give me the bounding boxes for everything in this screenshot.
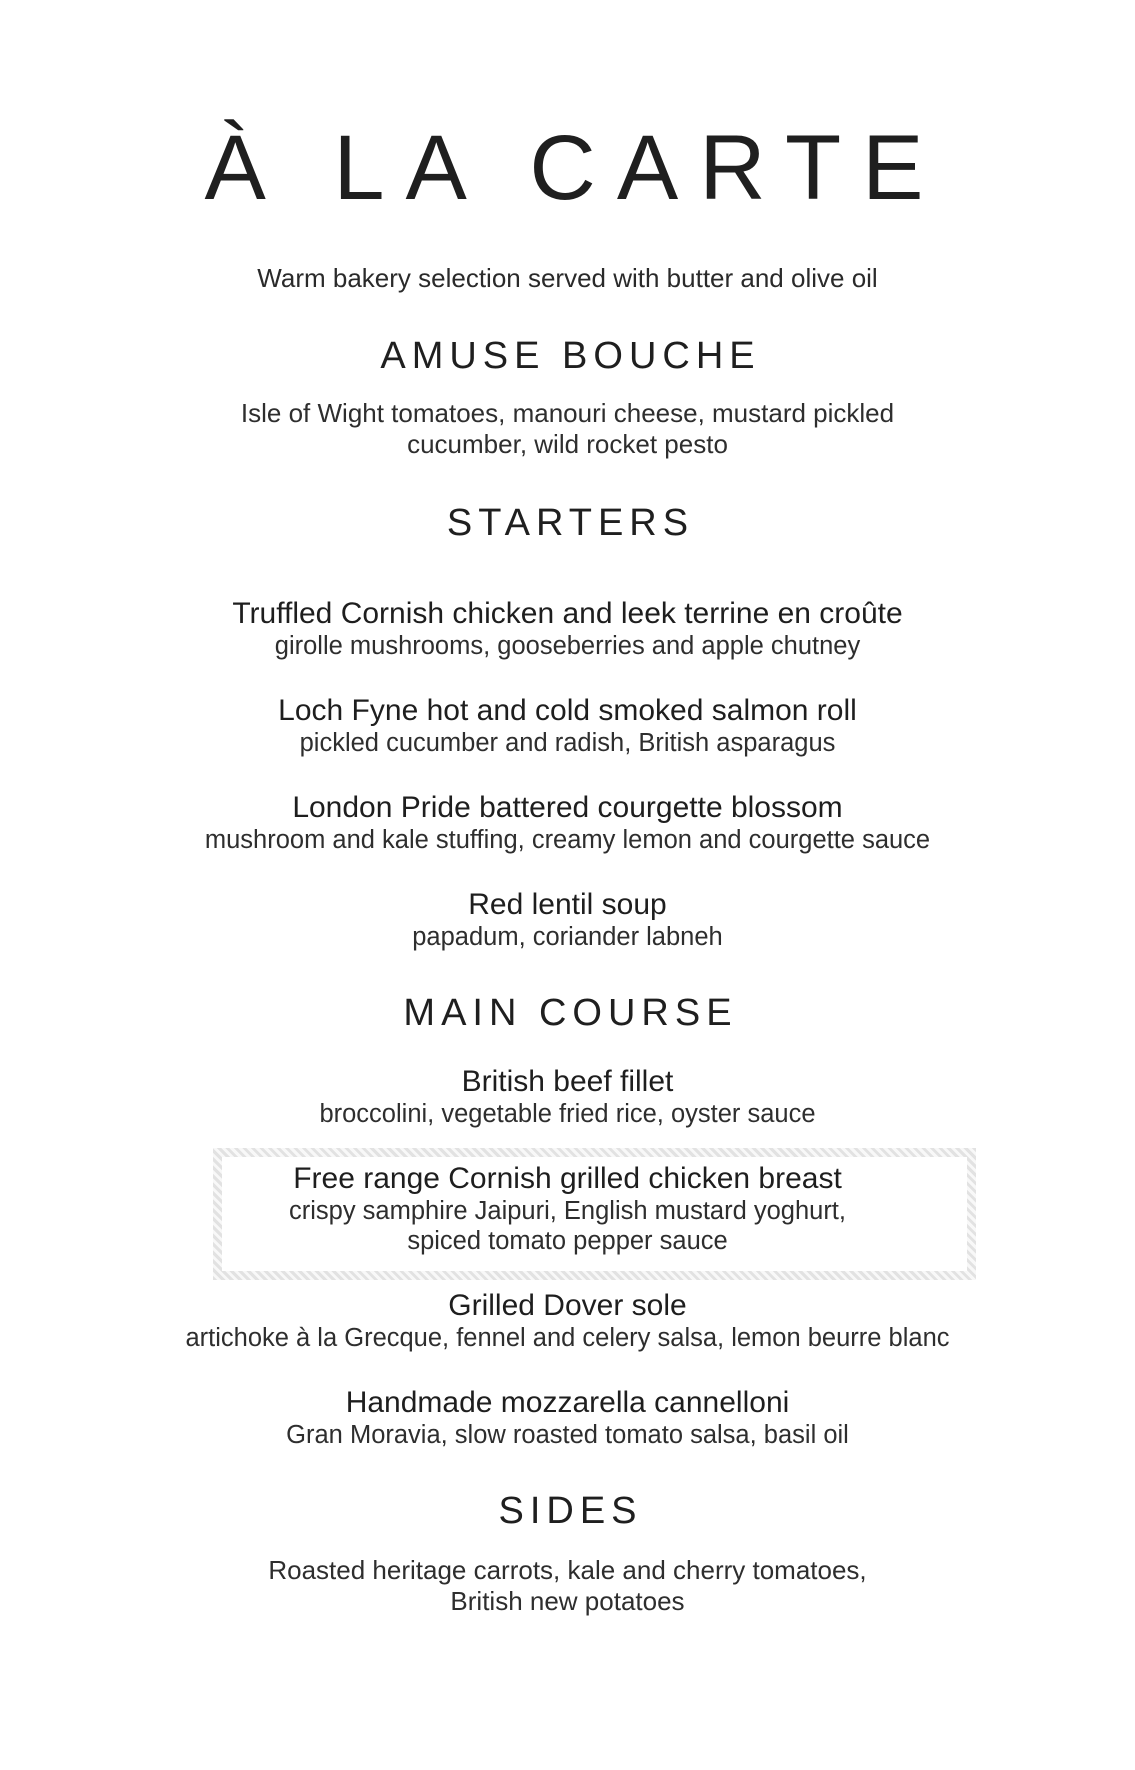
main-course-item-highlighted	[0, 1162, 1135, 1256]
sides-description	[0, 1555, 1135, 1617]
dish-description: mushroom and kale stuffing, creamy lemon and courgette sauce	[204, 826, 931, 854]
starter-item	[0, 694, 1135, 758]
dish-name: Free range Cornish grilled chicken breast	[293, 1162, 842, 1195]
dish-name: Handmade mozzarella cannelloni	[345, 1386, 790, 1419]
dish-name: London Pride battered courgette blossom	[292, 791, 843, 824]
section-heading-main-course: MAIN COURSE	[403, 992, 738, 1034]
main-course-item	[0, 1386, 1135, 1450]
dish-description: girolle mushrooms, gooseberries and apple chutney	[274, 632, 861, 660]
starter-item	[0, 888, 1135, 952]
dish-name: Red lentil soup	[468, 888, 667, 921]
dish-description: spiced tomato pepper sauce	[407, 1227, 728, 1255]
dish-name: Loch Fyne hot and cold smoked salmon roll	[278, 694, 857, 727]
dish-description: broccolini, vegetable fried rice, oyster sauce	[319, 1100, 816, 1128]
amuse-bouche-description	[0, 398, 1135, 460]
dish-description: papadum, coriander labneh	[412, 923, 723, 951]
main-course-item	[0, 1289, 1135, 1353]
starter-item	[0, 791, 1135, 855]
starter-item	[0, 597, 1135, 661]
dish-description: Gran Moravia, slow roasted tomato salsa, basil oil	[286, 1421, 849, 1449]
dish-description: pickled cucumber and radish, British asparagus	[299, 729, 836, 757]
bakery-intro: Warm bakery selection served with butter and olive oil	[257, 263, 878, 293]
sides-line: British new potatoes	[450, 1586, 685, 1616]
dish-description: crispy samphire Jaipuri, English mustard yoghurt,	[289, 1197, 846, 1225]
dish-name: British beef fillet	[461, 1065, 674, 1098]
menu-title: À LA CARTE	[204, 117, 945, 219]
amuse-bouche-line: Isle of Wight tomatoes, manouri cheese, mustard pickled	[240, 398, 895, 428]
section-heading-amuse-bouche: AMUSE BOUCHE	[380, 335, 761, 377]
dish-name: Truffled Cornish chicken and leek terrine en croûte	[232, 597, 903, 630]
section-heading-starters: STARTERS	[446, 502, 695, 544]
main-course-item	[0, 1065, 1135, 1129]
section-heading-sides: SIDES	[498, 1490, 643, 1532]
dish-name: Grilled Dover sole	[448, 1289, 687, 1322]
amuse-bouche-line: cucumber, wild rocket pesto	[407, 429, 728, 459]
dish-description: artichoke à la Grecque, fennel and celery salsa, lemon beurre blanc	[185, 1324, 950, 1352]
sides-line: Roasted heritage carrots, kale and cherry tomatoes,	[268, 1555, 867, 1585]
